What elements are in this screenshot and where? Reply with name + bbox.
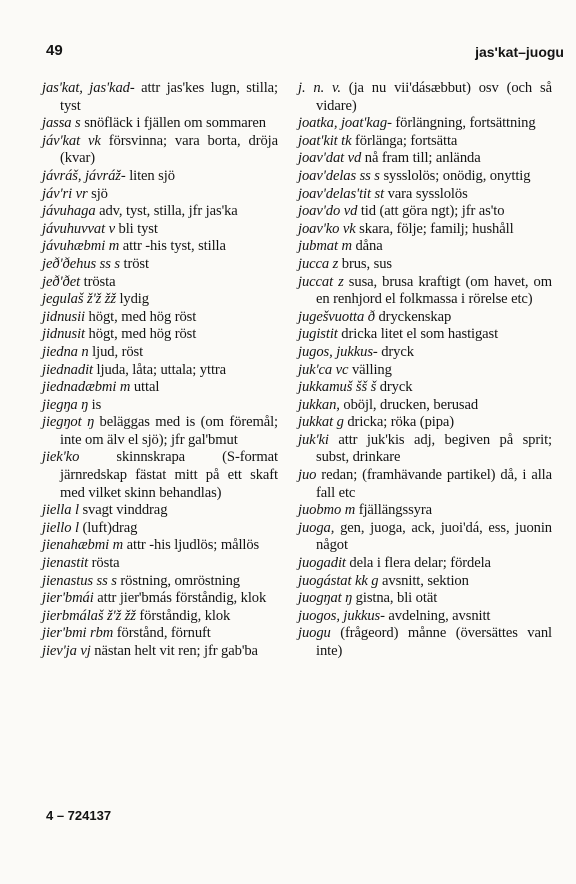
entry-definition: attr -his ljudlös; mållös xyxy=(123,537,260,554)
entry-headword: juoga, xyxy=(298,519,335,536)
entry-headword: joav'ko vk xyxy=(298,220,356,237)
entry-headword: jeð'ðet xyxy=(42,273,81,290)
entry-definition: snöfläck i fjällen om sommaren xyxy=(80,115,266,132)
entry-definition: dåna xyxy=(351,238,383,255)
entry-headword: jegulaš ž'ž žž xyxy=(42,291,116,308)
entry-definition: välling xyxy=(348,361,392,378)
entry-definition: (ja nu vii'dásæbbut) osv (och så vidare) xyxy=(316,80,552,114)
entry-definition: förlängning, fortsättning xyxy=(391,115,536,132)
entry-headword: jiednadæbmi m xyxy=(42,379,131,396)
entry-definition: avdelning, avsnitt xyxy=(384,607,491,624)
entry-headword: jiella l xyxy=(42,502,79,519)
entry-headword: jáv'kat vk xyxy=(42,132,101,149)
entry-definition: sysslolös; onödig, onyttig xyxy=(379,167,531,184)
dictionary-entry xyxy=(42,555,278,573)
entry-definition: rösta xyxy=(88,555,120,572)
dictionary-entry xyxy=(42,115,278,133)
entry-definition: nästan helt vit ren; jfr gab'ba xyxy=(90,643,258,659)
entry-headword: jukkan, xyxy=(298,396,340,413)
entry-definition: dela i flera delar; fördela xyxy=(345,555,491,572)
entry-headword: juogos, jukkus- xyxy=(298,607,385,624)
entry-headword: jidnusii xyxy=(42,308,85,325)
entry-definition: lydig xyxy=(115,291,149,308)
entry-headword: jidnusit xyxy=(42,326,85,343)
dictionary-entry xyxy=(42,326,278,344)
entry-headword: juccat z xyxy=(298,273,344,290)
entry-definition: dricka litet el som hastigast xyxy=(337,326,499,343)
dictionary-entry xyxy=(42,344,278,362)
entry-headword: j. n. v. xyxy=(298,80,341,96)
entry-definition: förlänga; fortsätta xyxy=(351,132,458,149)
running-head: jas'kat–juogu xyxy=(475,44,564,60)
entry-definition: ljud, röst xyxy=(88,343,144,360)
entry-headword: juogástat kk g xyxy=(298,572,379,589)
dictionary-entry xyxy=(298,238,552,256)
entry-definition: bli tyst xyxy=(114,220,158,237)
left-column xyxy=(42,80,278,661)
page-number: 49 xyxy=(46,42,63,59)
entry-definition: skara, följe; familj; hushåll xyxy=(355,220,514,237)
entry-headword: joav'dat vd xyxy=(298,150,362,167)
entry-definition: försvinna; vara borta, dröja (kvar) xyxy=(60,132,278,167)
entry-definition: tid (att göra ngt); jfr as'to xyxy=(357,203,505,220)
entry-definition: röstning, omröstning xyxy=(116,572,240,589)
dictionary-entry xyxy=(298,379,552,397)
entry-headword: jugešvuotta ð xyxy=(298,308,375,325)
entry-headword: jiegŋa ŋ xyxy=(42,396,89,413)
dictionary-entry xyxy=(298,555,552,573)
dictionary-entry xyxy=(298,362,552,380)
entry-definition: (frågeord) månne (översättes vanl inte) xyxy=(316,625,552,659)
entry-headword: joat'kit tk xyxy=(298,132,352,149)
dictionary-entry xyxy=(42,502,278,520)
entry-headword: jier'bmái xyxy=(42,590,94,607)
entry-definition: högt, med hög röst xyxy=(85,308,197,325)
dictionary-entry xyxy=(42,168,278,186)
dictionary-entry xyxy=(42,274,278,292)
entry-headword: joatka, joat'kag- xyxy=(298,115,392,132)
entry-definition: attr juk'kis adj, begiven på sprit; subst, drinkare xyxy=(316,431,552,466)
entry-definition: uttal xyxy=(130,379,160,396)
dictionary-entry xyxy=(42,520,278,538)
entry-definition: svagt vinddrag xyxy=(78,502,168,519)
entry-headword: jukkamuš šš š xyxy=(298,379,377,396)
entry-definition: brus, sus xyxy=(338,255,392,272)
dictionary-entry xyxy=(42,449,278,502)
dictionary-entry xyxy=(298,326,552,344)
entry-headword: joav'delas'tit st xyxy=(298,185,385,202)
entry-definition: attr jas'kes lugn, stilla; tyst xyxy=(60,80,278,114)
dictionary-entry xyxy=(298,590,552,608)
entry-headword: jukkat g xyxy=(298,414,344,431)
entry-headword: jiedna n xyxy=(42,343,89,360)
entry-headword: jassa s xyxy=(42,115,81,132)
entry-headword: juogu xyxy=(298,625,331,642)
entry-definition: dryck xyxy=(376,379,413,396)
entry-definition: högt, med hög röst xyxy=(85,326,197,343)
dictionary-entry xyxy=(298,309,552,327)
entry-definition: skinnskrapa (S-format järnredskap fästat mitt på ett skaft med vilket skinn behandlas) xyxy=(60,449,278,501)
dictionary-entry xyxy=(42,221,278,239)
entry-headword: jiek'ko xyxy=(42,449,80,466)
entry-headword: jiello l xyxy=(42,519,79,536)
entry-definition: avsnitt, sektion xyxy=(378,572,469,589)
right-column xyxy=(298,80,552,661)
dictionary-entry xyxy=(42,537,278,555)
entry-headword: jucca z xyxy=(298,255,339,272)
entry-headword: juogŋat ŋ xyxy=(298,590,353,607)
entry-definition: förståndig, klok xyxy=(135,607,231,624)
entry-definition: tröst xyxy=(119,255,149,272)
entry-definition: vara sysslolös xyxy=(384,185,468,202)
entry-definition: ljuda, låta; uttala; yttra xyxy=(92,361,227,378)
entry-definition: susa, brusa kraftigt (om havet, om en renhjord el folkmassa i rörelse etc) xyxy=(316,273,552,308)
entry-headword: jugos, jukkus- xyxy=(298,343,378,360)
dictionary-entry xyxy=(298,414,552,432)
dictionary-entry xyxy=(298,203,552,221)
entry-headword: jeð'ðehus ss s xyxy=(42,255,120,272)
dictionary-entry xyxy=(298,467,552,502)
entry-headword: jávuhaga xyxy=(42,203,96,220)
dictionary-entry xyxy=(298,274,552,309)
dictionary-entry xyxy=(42,573,278,591)
entry-headword: jáv'ri vr xyxy=(42,185,88,202)
entry-headword: jávráš, jávráž- xyxy=(42,167,126,184)
entry-headword: jienastit xyxy=(42,555,89,572)
entry-headword: jienahæbmi m xyxy=(42,537,124,554)
entry-headword: juobmo m xyxy=(298,502,356,519)
dictionary-entry xyxy=(298,221,552,239)
entry-headword: jugistit xyxy=(298,326,338,343)
entry-definition: attr jier'bmás förståndig, klok xyxy=(93,590,267,607)
entry-headword: jiednadit xyxy=(42,361,93,378)
entry-definition: förstånd, förnuft xyxy=(113,625,211,642)
entry-definition: liten sjö xyxy=(125,167,175,184)
dictionary-entry xyxy=(42,625,278,643)
dictionary-entry xyxy=(42,291,278,309)
entry-definition: sjö xyxy=(87,185,108,202)
dictionary-entry xyxy=(42,414,278,449)
dictionary-entry xyxy=(42,133,278,168)
dictionary-entry xyxy=(42,608,278,626)
entry-definition: oböjl, drucken, berusad xyxy=(339,396,479,413)
dictionary-entry xyxy=(298,573,552,591)
dictionary-entry xyxy=(42,238,278,256)
entry-headword: jiegŋot ŋ xyxy=(42,414,95,431)
dictionary-entry xyxy=(42,362,278,380)
entry-headword: joav'delas ss s xyxy=(298,167,380,184)
entry-headword: jier'bmi rbm xyxy=(42,625,114,642)
entry-headword: jierbmálaš ž'ž žž xyxy=(42,607,136,624)
entry-headword: jiev'ja vj xyxy=(42,643,91,659)
dictionary-entry xyxy=(298,256,552,274)
dictionary-entry xyxy=(42,80,278,115)
dictionary-entry xyxy=(42,309,278,327)
dictionary-entry xyxy=(298,186,552,204)
entry-headword: jávuhuvvat v xyxy=(42,220,115,237)
dictionary-entry xyxy=(298,520,552,555)
entry-definition: dricka; röka (pipa) xyxy=(343,414,455,431)
entry-definition: gistna, bli otät xyxy=(352,590,438,607)
entry-definition: fjällängssyra xyxy=(355,502,432,519)
entry-headword: juo xyxy=(298,467,317,484)
entry-headword: jienastus ss s xyxy=(42,572,117,589)
dictionary-entry xyxy=(42,186,278,204)
dictionary-entry xyxy=(42,643,278,661)
dictionary-entry xyxy=(298,502,552,520)
entry-definition: gen, juoga, ack, juoi'dá, ess, juonin något xyxy=(316,519,552,554)
dictionary-entry xyxy=(298,133,552,151)
dictionary-entry xyxy=(42,256,278,274)
entry-definition: is xyxy=(88,396,102,413)
dictionary-entry xyxy=(298,625,552,660)
dictionary-entry xyxy=(42,379,278,397)
entry-headword: joav'do vd xyxy=(298,203,358,220)
entry-definition: beläggas med is (om föremål; inte om älv el sjö); jfr gal'bmut xyxy=(60,414,278,448)
entry-headword: jas'kat, jas'kad- xyxy=(42,80,135,96)
dictionary-entry xyxy=(298,432,552,467)
dictionary-entry xyxy=(298,115,552,133)
entry-definition: trösta xyxy=(80,273,116,290)
dictionary-entry xyxy=(298,168,552,186)
dictionary-entry xyxy=(42,203,278,221)
dictionary-entry xyxy=(298,608,552,626)
dictionary-entry xyxy=(42,590,278,608)
entry-headword: juk'ca vc xyxy=(298,361,349,378)
entry-definition: dryck xyxy=(377,343,414,360)
entry-headword: jávuhæbmi m xyxy=(42,238,120,255)
entry-definition: attr -his tyst, stilla xyxy=(119,238,226,255)
entry-headword: juk'ki xyxy=(298,431,329,448)
entry-headword: juogadit xyxy=(298,555,346,572)
dictionary-entry xyxy=(298,397,552,415)
dictionary-entry xyxy=(298,80,552,115)
dictionary-entry xyxy=(298,344,552,362)
entry-definition: dryckenskap xyxy=(374,308,452,325)
entry-definition: (luft)drag xyxy=(78,519,138,536)
entry-headword: jubmat m xyxy=(298,238,352,255)
printer-signature: 4 – 724137 xyxy=(46,808,112,823)
dictionary-entry xyxy=(42,397,278,415)
entry-definition: redan; (framhävande partikel) då, i alla fall etc xyxy=(316,467,552,501)
entry-definition: adv, tyst, stilla, jfr jas'ka xyxy=(95,203,238,220)
dictionary-entry xyxy=(298,150,552,168)
entry-definition: nå fram till; anlända xyxy=(361,150,481,167)
